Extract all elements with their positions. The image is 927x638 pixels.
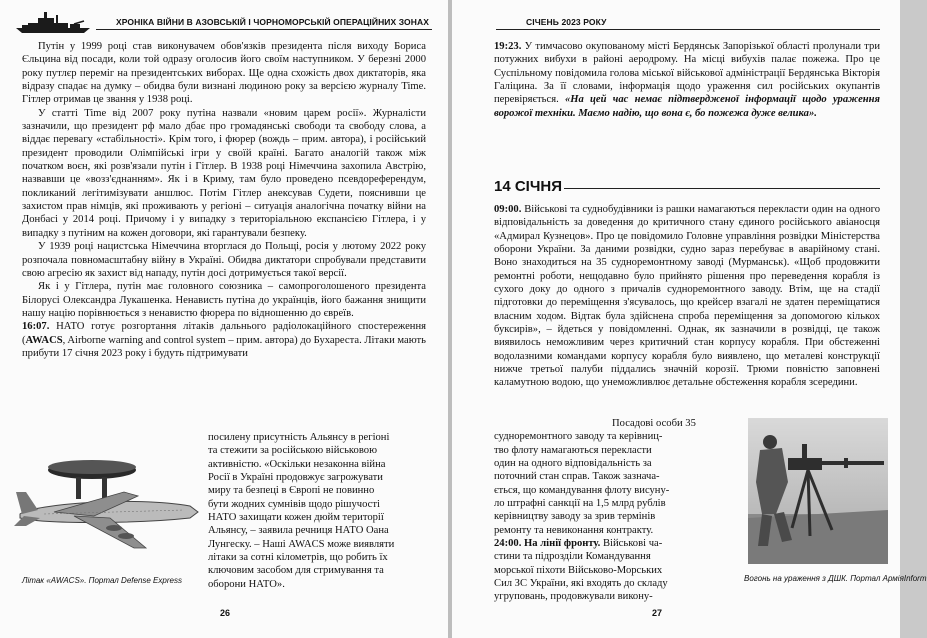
text-line: оборони НАТО». xyxy=(208,578,285,590)
paragraph: Як і у Гітлера, путін має головного союзника – самопроголошеного президента Білорусі Олександра Лукашенка. Ненависть путіна до українців, його бажання знищити нашу націю порівнюється з ненавистю фюрера по відношенню до євреїв. xyxy=(22,281,426,319)
paragraph: Путін у 1999 році став виконувачем обов'язків президента після виходу Бориса Єльцина від посади, коли той одразу оголосив його своїм наступником. У березні 2000 року путлєр переміг на президентських виборах. Ще одна схожість двох диктаторів, яка відразу спадає на думку – обидва були визнані людиною року за версією журналу Time. Гітлер отримав це звання у 1938 році. xyxy=(22,41,426,106)
left-body-text xyxy=(22,40,426,360)
text-line: та стежити за російською військовою xyxy=(208,445,377,457)
entry-text: Військові та суднобудівники із рашки намагаються перекласти один на одного відповідальність за доведення до критичного стану єдиного російського авіаносця «Адмирал Кузнецов». Про це повідомило Головне управління розвідки Міністерства оборони України. За даними розвідки, судно зараз перебуває в аварійному стані. Воно знаходиться на 35 судноремонтному заводі (Мурманськ). «Щоб продовжити ремонтні роботи, нещодавно було прийнято рішення про переведення корабля із сухого доку до одного з причалів судноремонтного заводу. Втім, ще на стадії підготовки до переміщення з'ясувалось, що крейсер взагалі не здатен переміщатися власним ходом. Відтак була здійснена спроба переміщення за допомогою кількох буксирів», – йдеться у повідомленні. Однак, як зазначили в розвідці, це також виявилось неможливим через критичний стан корпусу корабля. При обстеженні водолазними командами корпусу корабля було виявлено, що металеві конструкції нижче третьої палуби піддались значній корозії. Трюми повністю заповнені каламутною водою, що унеможливлює детальне обстеження корабля зсередини. xyxy=(494,204,880,389)
text-line: один на одного відповідальність за xyxy=(494,458,652,470)
machine-gun-photo xyxy=(748,418,888,564)
running-header xyxy=(96,10,432,32)
entry-text: , Airborne warning and control system – прим. автора) до Бухареста. Літаки мають прибути 17 січня 2023 року і будуть підтримувати xyxy=(22,334,426,359)
right-top-entry xyxy=(494,40,880,120)
header-title: СІЧЕНЬ 2023 РОКУ xyxy=(526,17,607,27)
text-line: ремонту та невиконання контракту. xyxy=(494,524,654,536)
entry-time: 09:00. xyxy=(494,204,522,215)
text-line: стини та підрозділи Командування xyxy=(494,551,651,563)
text-line: Посадові особи 35 xyxy=(612,418,696,429)
left-page xyxy=(0,0,448,638)
entry-time: 19:23. xyxy=(494,41,522,52)
text-line: Лунгеску. – Наші AWACS може виявляти xyxy=(208,538,395,550)
entry-text: НАТО готує розгортання літаків дальнього радіолокаційного спостереження ( xyxy=(22,321,426,346)
text-line: судноремонтного заводу та керівниц- xyxy=(494,431,663,443)
text-line: посилену присутність Альянсу в регіоні xyxy=(208,432,390,443)
figure-caption: Літак «AWACS». Портал Defense Express xyxy=(22,576,182,585)
paragraph: У статті Time від 2007 року путіна назвали «новим царем росії». Журналісти зазначили, що президент рф мало дбає про громадянські свободи та свободу слова, а віддає перевагу «стабільності». Крім того, і фюрер (вождь – прим. автора), і російський президент проводили Олімпійські ігри у своїй країні. Багато аналогій також між початком воєн, які розв'язали путін і Гітлер. В 1938 році Німеччина захопила Австрію, назвавши це «возз'єднанням». Як і в Криму, там було проведено псевдореферендум, покликаний легітимізувати аншлюс. Потім Гітлер анексував Судети, пояснивши це захистом прав німців, які проживають у регіоні – ситуація аналогічна початку війни на Донбасі у 2014 році. Причому і у випадку з територіальною експансією Гітлера, і у випадку з путіним на кожен договори, які гарантували безпеку. xyxy=(22,107,426,239)
paragraph: У 1939 році нацистська Німеччина вторглася до Польщі, росія у лютому 2022 року розпочала повномасштабну війну в Україні. Обидва диктатори спробували представити свою агресію як захист від нападу, путін досі дотримується такої версії. xyxy=(22,241,426,279)
left-wrap-text xyxy=(208,431,424,591)
text-line: Військові ча- xyxy=(600,538,663,550)
figure-caption: Вогонь на ураження з ДШК. Портал АрміяInform xyxy=(744,574,927,583)
page-number: 26 xyxy=(220,608,231,618)
right-entry-text xyxy=(494,203,880,390)
section-title xyxy=(494,178,880,195)
text-line: угруповань, продовжували викону- xyxy=(494,591,653,603)
text-line: бути жодних сумнівів щодо рішучості xyxy=(208,498,380,510)
right-wrap-text xyxy=(494,417,744,604)
text-line: Альянсу, – заявила речниця НАТО Оана xyxy=(208,525,389,537)
text-line: морської піхоти Військово-Морських xyxy=(494,564,663,576)
text-line: керівництву заводу за зрив термінів xyxy=(494,511,656,523)
right-page xyxy=(452,0,927,638)
header-title: ХРОНІКА ВІЙНИ В АЗОВСЬКІЙ І ЧОРНОМОРСЬКІЙ ОПЕРАЦІЙНИХ ЗОНАХ xyxy=(116,17,430,27)
warship-icon xyxy=(14,10,94,34)
entry-quote: «На цей час немає підтвердженої інформації щодо ураження ворожої техніки. Маємо надію, що вона є, бо пожежа дуже велика». xyxy=(494,94,880,119)
text-line: активністю. «Оскільки незаконна війна xyxy=(208,458,386,470)
text-line: ється, що командування флоту висуну- xyxy=(494,484,670,496)
text-line: НАТО захищати кожен дюйм території xyxy=(208,512,384,524)
awacs-aircraft-image xyxy=(14,452,204,562)
entry-heading: На лінії фронту. xyxy=(524,538,601,550)
text-line: миру та безпеці в Європі не повинно xyxy=(208,485,375,497)
text-line: ло штрафні санкції на 1,5 млрд рублів xyxy=(494,498,666,510)
text-line: тво флоту намагаються перекласти xyxy=(494,444,652,456)
text-line: поточний стан справ. Також зазнача- xyxy=(494,471,660,483)
text-line: Росії в Україні продовжує загрожувати xyxy=(208,472,383,484)
text-line: літаки за сотні кілометрів, що робить їх xyxy=(208,552,388,564)
text-line: Сил ЗС України, які входять до складу xyxy=(494,578,668,590)
page-number: 27 xyxy=(652,608,663,618)
entry-bold: AWACS xyxy=(25,334,63,346)
news-entry xyxy=(22,320,426,360)
entry-time: 16:07. xyxy=(22,321,50,333)
section-title-text: 14 СІЧНЯ xyxy=(494,178,563,195)
text-line: ключовим засобом для стримування та xyxy=(208,565,384,577)
entry-time: 24:00. xyxy=(494,538,522,550)
running-header xyxy=(496,10,880,32)
entry-text: У тимчасово окупованому місті Бердянськ Запорізької області пролунали три потужних вибухи в районі аеродрому. На місці вибухів палає пожежа. Про це Суспільному повідомила голова міської військової адміністрації Бердянська Вікторія Галіцина. За її словами, інформація щодо ураження сил російських окупантів перевіряється. xyxy=(494,41,880,106)
